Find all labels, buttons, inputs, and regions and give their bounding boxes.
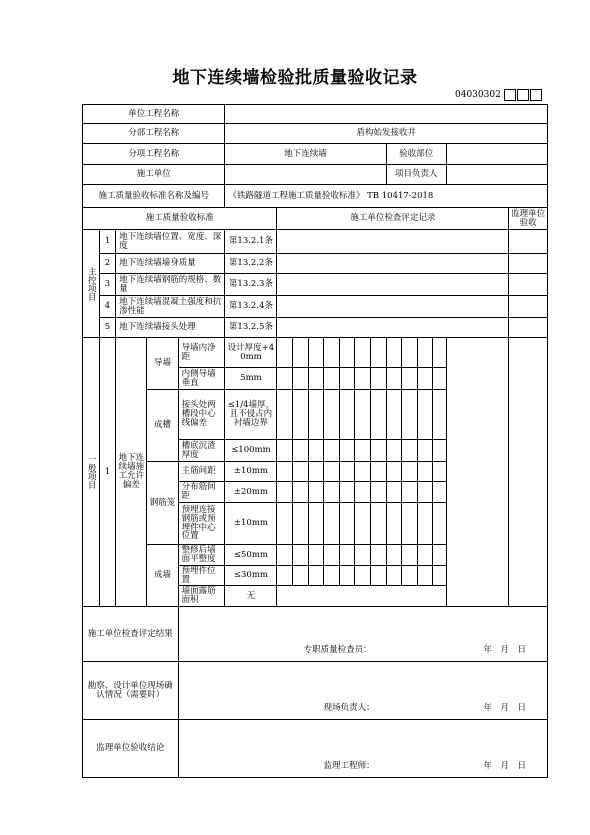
measure-cell[interactable] [339,440,355,462]
measure-cell[interactable] [433,390,447,440]
measure-cell[interactable] [355,482,371,503]
standard-value: 《铁路隧道工程施工质量验收标准》 TB 10417-2018 [225,185,548,208]
measure-cell[interactable] [370,503,386,545]
measure-cell[interactable] [370,545,386,566]
col-contractor-record: 施工单位检查评定记录 [277,208,509,230]
construction-unit-label: 施工单位 [83,165,225,185]
item-no: 2 [99,254,116,274]
supervisor-cell[interactable] [509,254,548,274]
measure-cell[interactable] [402,368,418,390]
project-manager-value[interactable] [446,165,547,185]
col-supervisor: 监理单位验收 [509,208,548,230]
record-cell[interactable] [277,274,509,296]
measure-cell[interactable] [402,566,418,586]
general-category: 一般项目 [83,338,100,607]
measure-cell[interactable] [433,368,447,390]
check-name: 预埋连接钢筋或预埋件中心位置 [178,503,225,545]
measure-cell[interactable] [277,482,293,503]
measure-cell[interactable] [370,338,386,368]
measure-cell[interactable] [417,390,433,440]
check-name: 预埋件位置 [178,566,225,586]
measure-cell[interactable] [293,503,309,545]
measure-cell[interactable] [308,545,324,566]
check-tolerance: ≤30mm [225,566,277,586]
measure-cell[interactable] [386,545,402,566]
item-no: 4 [99,296,116,318]
measure-cell[interactable] [386,482,402,503]
supervisor-conclusion-label: 监理单位验收结论 [83,720,179,778]
measure-cell[interactable] [355,503,371,545]
measure-cell[interactable] [308,462,324,482]
subitem-label: 分项工程名称 [83,144,225,165]
measure-cell[interactable] [308,566,324,586]
code-box[interactable] [517,89,529,101]
item-name: 地下连续墙钢筋的规格、数量 [116,274,225,296]
unit-project-value[interactable] [225,105,548,124]
check-name: 分布筋间距 [178,482,225,503]
measure-cell[interactable] [277,545,293,566]
item-no: 3 [99,274,116,296]
measure-cell[interactable] [402,440,418,462]
contractor-date: 年 月 日 [483,645,526,656]
inspection-location-label: 验收部位 [386,144,446,165]
group-cage: 钢筋笼 [147,462,178,545]
measure-cell[interactable] [355,368,371,390]
measure-cell[interactable] [277,462,293,482]
measure-cell[interactable] [417,338,433,368]
check-tolerance: ±10mm [225,503,277,545]
measure-cell[interactable] [355,566,371,586]
measure-cell[interactable] [417,545,433,566]
contractor-result-label: 施工单位检查评定结果 [83,607,179,662]
measure-cell[interactable] [324,462,340,482]
item-clause: 第13.2.4条 [225,296,277,318]
main-item-row [83,318,548,338]
measure-cell[interactable] [308,390,324,440]
group-guide-wall: 导墙 [147,338,178,390]
contractor-signer: 专职质量检查员： [303,645,372,656]
measure-cell[interactable] [386,390,402,440]
measure-cell[interactable] [417,440,433,462]
measure-cell[interactable] [386,462,402,482]
item-name: 地下连续墙位置、宽度、深度 [116,230,225,254]
check-name: 导墙内净距 [178,338,225,368]
item-no: 1 [99,230,116,254]
supervisor-cell[interactable] [509,296,548,318]
supervisor-date: 年 月 日 [483,761,526,772]
survey-signer: 现场负责人： [323,703,375,714]
measure-cell[interactable] [355,440,371,462]
measure-cell[interactable] [277,440,293,462]
measure-cell[interactable] [370,462,386,482]
item-no: 5 [99,318,116,338]
division-value[interactable]: 盾构始发接收井 [225,124,548,144]
measure-cell[interactable] [339,503,355,545]
measure-cell[interactable] [293,440,309,462]
project-manager-label: 项目负责人 [386,165,446,185]
measure-cell[interactable] [339,338,355,368]
measure-cell[interactable] [324,545,340,566]
measure-cell[interactable] [355,390,371,440]
measure-cell[interactable] [277,338,293,368]
record-remark[interactable] [446,338,508,607]
group-trench: 成槽 [147,390,178,462]
measure-cell[interactable] [386,440,402,462]
measure-cell[interactable] [433,338,447,368]
item-name: 地下连续墙接头处理 [116,318,225,338]
standard-label: 施工质量验收标准名称及编号 [83,185,225,208]
doc-code-area [455,88,542,102]
check-name: 接头处两槽段中心线偏差 [178,390,225,440]
measure-cell[interactable] [355,462,371,482]
measure-cell[interactable] [433,462,447,482]
construction-unit-value[interactable] [225,165,386,185]
check-name: 墙面露筋面积 [178,586,225,607]
measure-cell[interactable] [324,338,340,368]
measure-cell[interactable] [308,368,324,390]
record-cell[interactable] [277,254,509,274]
measure-cell[interactable] [402,338,418,368]
measure-cell[interactable] [386,566,402,586]
supervisor-cell[interactable] [509,274,548,296]
check-tolerance: 无 [225,586,277,607]
measure-cell[interactable] [417,368,433,390]
check-tolerance: ≤100mm [225,440,277,462]
measure-cell[interactable] [402,462,418,482]
main-category: 主控项目 [83,230,100,338]
record-cell[interactable] [277,296,509,318]
code-box[interactable] [530,89,542,101]
general-item-name: 地下连续墙施工允许偏差 [116,338,147,607]
measure-cell[interactable] [339,482,355,503]
item-clause: 第13.2.5条 [225,318,277,338]
measure-cell[interactable] [433,482,447,503]
supervisor-signer: 监理工程师： [323,761,375,772]
main-item-row [83,296,548,318]
measure-cell[interactable] [324,440,340,462]
item-clause: 第13.2.1条 [225,230,277,254]
main-item-row [83,230,548,254]
supervisor-signoff-row [83,720,548,778]
measure-cell[interactable] [370,566,386,586]
survey-date: 年 月 日 [483,703,526,714]
check-tolerance: ±10mm [225,462,277,482]
measure-cell[interactable] [417,566,433,586]
measure-cell[interactable] [324,482,340,503]
supervisor-cell[interactable] [509,230,548,254]
measure-cell[interactable] [308,503,324,545]
measure-cell[interactable] [417,503,433,545]
measure-cell[interactable] [433,440,447,462]
check-name: 整修后墙面平整度 [178,545,225,566]
subitem-value[interactable]: 地下连续墙 [225,144,386,165]
record-cell[interactable] [277,230,509,254]
measure-cell[interactable] [339,566,355,586]
check-tolerance: ±20mm [225,482,277,503]
item-clause: 第13.2.3条 [225,274,277,296]
check-name: 槽底沉渣厚度 [178,440,225,462]
measure-cell[interactable] [293,390,309,440]
main-item-row [83,274,548,296]
measure-cell[interactable] [433,566,447,586]
measure-cell[interactable] [308,338,324,368]
measure-cell[interactable] [402,482,418,503]
inspection-location-value[interactable] [446,144,547,165]
check-tolerance: 5mm [225,368,277,390]
measure-cell[interactable] [370,482,386,503]
supervisor-general[interactable] [509,338,548,607]
measure-cell[interactable] [433,503,447,545]
col-standard: 施工质量验收标准 [83,208,277,230]
measure-cell[interactable] [324,503,340,545]
doc-code: 04030302 [455,90,501,100]
measure-cell[interactable] [433,545,447,566]
item-name: 地下连续墙混凝土强度和抗渗性能 [116,296,225,318]
record-cell[interactable] [277,318,509,338]
check-tolerance: 设计厚度+40mm [225,338,277,368]
check-tolerance: ≤1/4墙厚，且不侵占内衬墙边界 [225,390,277,440]
measure-cell[interactable] [324,566,340,586]
measure-cell[interactable] [293,545,309,566]
measure-cell[interactable] [386,338,402,368]
check-name: 主筋间距 [178,462,225,482]
measure-cell[interactable] [355,545,371,566]
measure-cell[interactable] [386,368,402,390]
measure-cell[interactable] [417,482,433,503]
measure-cell[interactable] [293,368,309,390]
unit-project-label: 单位工程名称 [83,105,225,124]
measure-cell[interactable] [386,503,402,545]
document-title: 地下连续墙检验批质量验收记录 [172,68,418,88]
general-item-row [83,338,548,368]
code-box[interactable] [504,89,516,101]
measure-cell[interactable] [277,390,293,440]
measure-cell[interactable] [293,462,309,482]
measure-cell[interactable] [370,368,386,390]
contractor-signoff-row [83,607,548,662]
measure-cell[interactable] [417,462,433,482]
measure-cell[interactable] [339,462,355,482]
general-item-no: 1 [99,338,116,607]
measure-cell[interactable] [293,338,309,368]
measure-cell[interactable] [339,368,355,390]
measure-cell[interactable] [402,545,418,566]
measure-cell[interactable] [370,440,386,462]
measure-cell[interactable] [355,338,371,368]
check-tolerance: ≤50mm [225,545,277,566]
measure-cell[interactable] [293,482,309,503]
measure-cell[interactable] [324,390,340,440]
measure-cell[interactable] [339,545,355,566]
measure-cell[interactable] [308,440,324,462]
measure-cell[interactable] [308,482,324,503]
measure-cell-merged[interactable] [277,586,446,607]
check-name: 内侧导墙垂直 [178,368,225,390]
inspection-form [82,104,548,778]
measure-cell[interactable] [339,390,355,440]
item-clause: 第13.2.2条 [225,254,277,274]
main-item-row [83,254,548,274]
survey-signoff-row [83,662,548,720]
division-label: 分部工程名称 [83,124,225,144]
item-name: 地下连续墙墙身质量 [116,254,225,274]
survey-confirm-label: 勘察、设计单位现场确认情况（需要时） [83,662,179,720]
measure-cell[interactable] [277,503,293,545]
measure-cell[interactable] [402,503,418,545]
measure-cell[interactable] [370,390,386,440]
group-finished: 成墙 [147,545,178,607]
supervisor-cell[interactable] [509,318,548,338]
measure-cell[interactable] [293,566,309,586]
measure-cell[interactable] [277,566,293,586]
measure-cell[interactable] [324,368,340,390]
measure-cell[interactable] [402,390,418,440]
measure-cell[interactable] [277,368,293,390]
